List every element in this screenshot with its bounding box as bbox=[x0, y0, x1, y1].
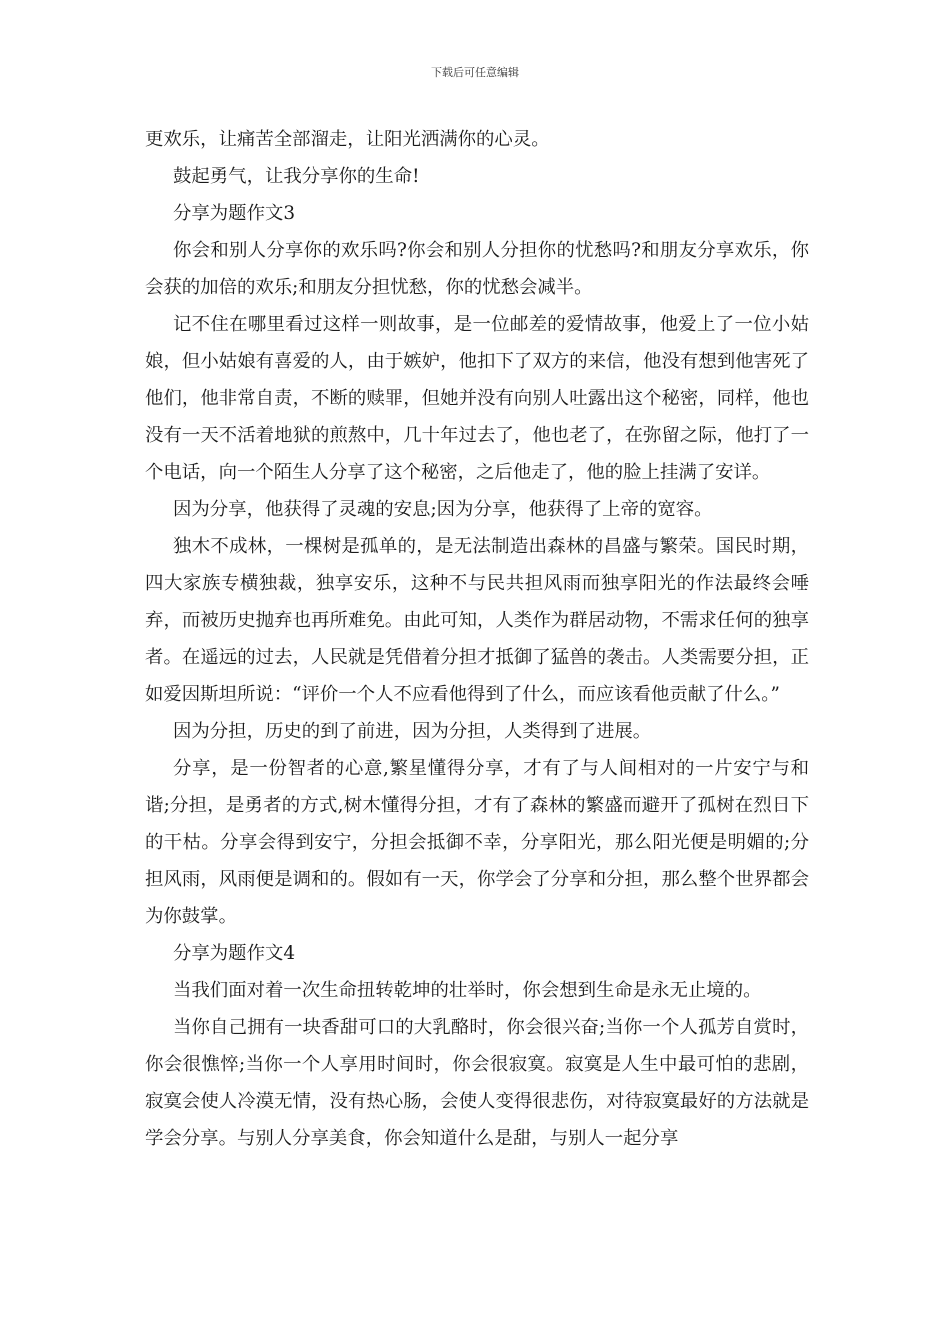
paragraph: 鼓起勇气，让我分享你的生命! bbox=[173, 166, 420, 187]
paragraph: 分享为题作文3 bbox=[173, 203, 296, 224]
paragraph: 你会和别人分享你的欢乐吗?你会和别人分担你的忧愁吗?和朋友分享欢乐，你会获的加倍的欢乐;和朋友分担忧愁，你的忧愁会减半。 bbox=[145, 240, 809, 298]
paragraph: 因为分享，他获得了灵魂的安息;因为分享，他获得了上帝的宽容。 bbox=[173, 499, 713, 520]
paragraph: 当我们面对着一次生命扭转乾坤的壮举时，你会想到生命是永无止境的。 bbox=[173, 980, 762, 1001]
paragraph: 独木不成林，一棵树是孤单的，是无法制造出森林的昌盛与繁荣。国民时期，四大家族专横独裁，独享安乐，这种不与民共担风雨而独享阳光的作法最终会唾弃，而被历史抛弃也再所难免。由此可知，人类作为群居动物，不需求任何的独享者。在遥远的过去，人民就是凭借着分担才抵御了猛兽的袭击。人类需要分担，正如爱因斯坦所说：“评价一个人不应看他得到了什么，而应该看他贡献了什么。” bbox=[145, 536, 809, 705]
paragraph: 更欢乐，让痛苦全部溜走，让阳光洒满你的心灵。 bbox=[145, 129, 550, 150]
paragraph: 分享为题作文4 bbox=[173, 943, 296, 964]
paragraph: 分享，是一份智者的心意,繁星懂得分享，才有了与人间相对的一片安宁与和谐;分担，是勇者的方式,树木懂得分担，才有了森林的繁盛而避开了孤树在烈日下的干枯。分享会得到安宁，分担会抵御不幸，分享阳光，那么阳光便是明媚的;分担风雨，风雨便是调和的。假如有一天，你学会了分享和分担，那么整个世界都会为你鼓掌。 bbox=[145, 758, 809, 927]
paragraph: 因为分担，历史的到了前进，因为分担，人类得到了进展。 bbox=[173, 721, 652, 742]
page-header: 下载后可任意编辑 bbox=[431, 66, 519, 79]
paragraph: 记不住在哪里看过这样一则故事，是一位邮差的爱情故事，他爱上了一位小姑娘，但小姑娘有喜爱的人，由于嫉妒，他扣下了双方的来信，他没有想到他害死了他们，他非常自责，不断的赎罪，但她并没有向别人吐露出这个秘密，同样，他也没有一天不活着地狱的煎熬中，几十年过去了，他也老了，在弥留之际，他打了一个电话，向一个陌生人分享了这个秘密，之后他走了，他的脸上挂满了安详。 bbox=[145, 314, 809, 483]
paragraph: 当你自己拥有一块香甜可口的大乳酪时，你会很兴奋;当你一个人孤芳自赏时，你会很憔悴;当你一个人享用时间时，你会很寂寞。寂寞是人生中最可怕的悲剧，寂寞会使人冷漠无情，没有热心肠，会使人变得很悲伤，对待寂寞最好的方法就是学会分享。与别人分享美食，你会知道什么是甜，与别人一起分享 bbox=[145, 1017, 809, 1149]
document-body bbox=[145, 121, 809, 1157]
